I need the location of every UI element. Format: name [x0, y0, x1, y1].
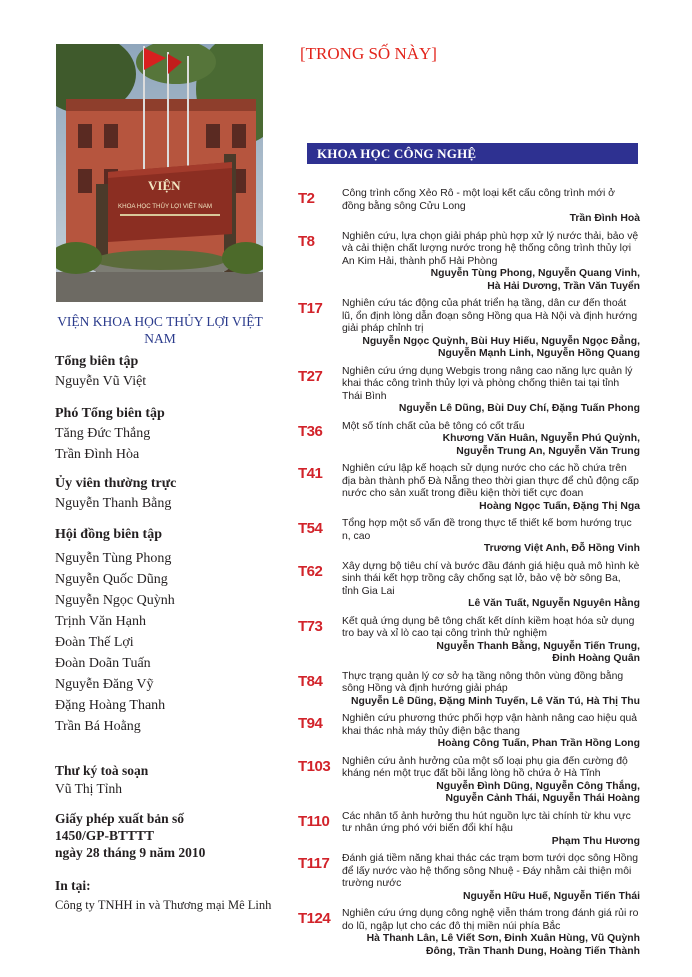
- board-member: Đoàn Thế Lợi: [55, 635, 134, 650]
- standing-member-label: Ủy viên thường trực: [55, 476, 177, 491]
- toc-article-authors: Khương Văn Huân, Nguyễn Phú Quỳnh,: [442, 433, 640, 444]
- printer-label: In tại:: [55, 878, 91, 893]
- license-info: [55, 810, 205, 861]
- sign-subtext: KHOA HỌC THỦY LỢI VIỆT NAM: [118, 203, 213, 210]
- editorial-board-label: Hội đồng biên tập: [55, 527, 162, 542]
- toc-page-number: T84: [298, 672, 323, 690]
- toc-article-authors: Hoàng Ngọc Tuấn, Đặng Thị Nga: [479, 500, 640, 512]
- toc-entry[interactable]: [298, 811, 640, 849]
- toc-article-authors: Hà Thanh Lân, Lê Viết Sơn, Đinh Xuân Hùng, Vũ Quỳnh: [366, 933, 640, 944]
- toc-article-authors: Nguyễn Lê Dũng, Bùi Duy Chí, Đặng Tuấn Phong: [398, 403, 640, 414]
- toc-entry[interactable]: [298, 421, 640, 459]
- license-line: Giấy phép xuất bản số: [55, 811, 185, 826]
- toc-article-authors: Trần Đình Hoà: [569, 213, 640, 224]
- toc-page-number: T117: [298, 855, 330, 872]
- deputy-group: [55, 405, 285, 465]
- toc-article-authors: Nguyễn Lê Dũng, Đặng Minh Tuyến, Lê Văn Tú, Hà Thị Thu: [350, 695, 640, 707]
- table-of-contents: [298, 188, 640, 958]
- toc-entry[interactable]: [298, 713, 640, 751]
- toc-article-authors: Nguyễn Thanh Bằng, Nguyễn Tiến Trung,: [436, 640, 640, 652]
- board-member: Nguyễn Đăng Vỹ: [55, 677, 154, 692]
- toc-article-title: Một số tính chất của bê tông có cốt trấu: [342, 420, 525, 432]
- editor-in-chief-name: Nguyễn Vũ Việt: [55, 374, 147, 389]
- toc-article-title: Xây dựng bộ tiêu chí và bước đầu đánh giá hiệu quả mô hình kè sinh thái kết hợp trồng cây chống sạt lở, bảo vệ bờ sông Ba, tỉnh Gia Lai: [342, 560, 640, 597]
- toc-article-authors: Đông, Trần Thanh Dung, Hoàng Tiến Thành: [426, 945, 640, 957]
- secretary-label: Thư ký toà soạn: [55, 763, 149, 778]
- editor-in-chief-label: Tổng biên tập: [55, 354, 139, 369]
- secretary-group: [55, 762, 148, 797]
- toc-article-authors: Trương Việt Anh, Đỗ Hồng Vinh: [483, 543, 640, 554]
- toc-page-number: T27: [298, 367, 323, 385]
- toc-article-authors: Nguyễn Đình Dũng, Nguyễn Công Thắng,: [436, 780, 640, 792]
- masthead: [55, 353, 285, 737]
- toc-article-title: Nghiên cứu, lựa chọn giải pháp phù hợp xử lý nước thải, bảo vệ và cải thiện chất lượng nước trong hệ thống công trình thủy lợi An Kim Hải, thành phố Hải Phòng: [342, 230, 639, 267]
- toc-entry[interactable]: [298, 518, 640, 556]
- toc-article-authors: Phạm Thu Hương: [551, 835, 640, 847]
- secretary-name: Vũ Thị Tỉnh: [55, 781, 123, 796]
- board-member: Nguyễn Ngọc Quỳnh: [55, 593, 175, 608]
- board-member: Trần Bá Hoằng: [55, 719, 141, 734]
- toc-entry[interactable]: [298, 908, 640, 958]
- toc-page-number: T110: [298, 812, 330, 830]
- toc-article-title: Nghiên cứu ảnh hưởng của một số loại phụ gia đến cường độ kháng nén một trục đất bồi lắng lòng hồ chứa ở Hà Tĩnh: [342, 755, 628, 779]
- toc-article-authors: Lê Văn Tuất, Nguyễn Nguyên Hằng: [468, 598, 640, 609]
- toc-article-title: Nghiên cứu lập kế hoạch sử dụng nước cho các hồ chứa trên địa bàn thành phố Đà Nẵng theo thời gian thực để chủ động cấp nước cho sản xuất trong điều kiện thời tiết cực đoan: [342, 463, 639, 499]
- toc-article-title: Thực trạng quản lý cơ sở hạ tầng nông thôn vùng đồng bằng sông Hồng và định hướng giải pháp: [342, 670, 624, 694]
- toc-article-title: Nghiên cứu tác động của phát triển hạ tầng, dân cư đến thoát lũ, ổn định lòng dẫn đoạn sông Hồng qua Hà Nội và định hướng giải pháp chỉnh trị: [342, 298, 638, 334]
- board-member: Trịnh Văn Hạnh: [55, 614, 147, 629]
- toc-article-title: Nghiên cứu phương thức phối hợp vận hành nâng cao hiệu quả khai thác nhà máy thủy điện bậc thang: [342, 713, 638, 737]
- board-member: Nguyễn Quốc Dũng: [55, 572, 168, 587]
- toc-article-title: Đánh giá tiềm năng khai thác các trạm bơm tưới dọc sông Hồng để lấy nước vào hệ thống sông Nhuệ - Đáy nhằm cải thiện môi trường nước: [342, 853, 639, 889]
- deputy-name: Tăng Đức Thắng: [55, 426, 151, 441]
- standing-member-group: [55, 475, 285, 514]
- toc-page-number: T41: [298, 465, 323, 482]
- toc-page-number: T8: [298, 232, 315, 250]
- toc-page-number: T124: [298, 910, 331, 927]
- toc-entry[interactable]: [298, 366, 640, 416]
- board-member: Nguyễn Tùng Phong: [55, 551, 172, 566]
- toc-article-authors: Hoàng Công Tuấn, Phan Trần Hồng Long: [437, 738, 640, 749]
- toc-entry[interactable]: [298, 616, 640, 666]
- toc-article-authors: Nguyễn Ngọc Quỳnh, Bùi Huy Hiếu, Nguyễn Ngọc Đẳng,: [362, 335, 640, 347]
- editor-in-chief-group: [55, 353, 285, 392]
- toc-article-authors: Nguyễn Trung An, Nguyễn Văn Trung: [456, 445, 640, 457]
- toc-article-title: Nghiên cứu ứng dụng Webgis trong nâng cao năng lực quản lý khai thác công trình thủy lợi và phòng chống thiên tai tại tỉnh Thái Bình: [342, 365, 633, 402]
- toc-entry[interactable]: [298, 463, 640, 513]
- printer-info: [55, 877, 290, 914]
- toc-entry[interactable]: [298, 671, 640, 709]
- toc-page-number: T54: [298, 520, 323, 537]
- toc-article-authors: Nguyễn Mạnh Linh, Nguyễn Hồng Quang: [437, 348, 640, 359]
- editorial-board-group: [55, 526, 285, 737]
- deputy-name: Trần Đình Hòa: [55, 447, 140, 462]
- board-member: Đoàn Doãn Tuấn: [55, 656, 151, 671]
- toc-entry[interactable]: [298, 298, 640, 361]
- toc-page-number: T94: [298, 715, 323, 732]
- issue-title: [TRONG SỐ NÀY]: [300, 44, 437, 63]
- license-line: ngày 28 tháng 9 năm 2010: [55, 845, 206, 860]
- standing-member-name: Nguyễn Thanh Bằng: [55, 496, 172, 511]
- toc-article-authors: Nguyễn Cảnh Thái, Nguyễn Thái Hoàng: [445, 793, 640, 804]
- license-line: 1450/GP-BTTTT: [55, 828, 155, 843]
- cover-photo: [56, 44, 263, 302]
- toc-article-authors: Nguyễn Tùng Phong, Nguyễn Quang Vinh,: [430, 268, 640, 279]
- toc-page-number: T36: [298, 422, 323, 440]
- toc-entry[interactable]: [298, 561, 640, 611]
- toc-article-title: Các nhân tố ảnh hưởng thu hút nguồn lực tài chính từ khu vực tư nhân ứng phó với biến đổi khí hậu: [342, 810, 631, 834]
- toc-article-authors: Nguyễn Hữu Huế, Nguyễn Tiến Thái: [462, 890, 640, 902]
- toc-entry[interactable]: [298, 756, 640, 806]
- toc-article-authors: Đinh Hoàng Quân: [552, 653, 640, 664]
- toc-article-title: Công trình cống Xẻo Rô - một loại kết cấu công trình mới ở đồng bằng sông Cửu Long: [342, 188, 615, 212]
- toc-page-number: T73: [298, 617, 323, 635]
- section-title: KHOA HỌC CÔNG NGHỆ: [317, 146, 477, 161]
- toc-article-title: Nghiên cứu ứng dụng công nghệ viễn thám trong đánh giá rủi ro do lũ, ngập lụt cho các đô thị miền núi phía Bắc: [342, 908, 639, 932]
- toc-entry[interactable]: [298, 853, 640, 903]
- institute-name: VIỆN KHOA HỌC THỦY LỢI VIỆT NAM: [57, 314, 263, 346]
- toc-article-authors: Hà Hải Dương, Trần Văn Tuyển: [487, 280, 640, 292]
- toc-article-title: Tổng hợp một số vấn đề trong thực tế thiết kế bơm hướng trục n, cao: [342, 518, 632, 542]
- deputy-label: Phó Tổng biên tập: [55, 406, 165, 421]
- toc-entry[interactable]: [298, 231, 640, 294]
- toc-page-number: T2: [298, 190, 315, 207]
- printer-name: Công ty TNHH in và Thương mại Mê Linh: [55, 898, 272, 912]
- section-header-bar: [307, 143, 638, 164]
- toc-article-title: Kết quả ứng dụng bê tông chất kết dính kiềm hoạt hóa sử dụng tro bay và xỉ lò cao tại công trình thử nghiệm: [342, 615, 635, 639]
- board-member: Đặng Hoàng Thanh: [55, 698, 166, 713]
- sign-text: VIỆN: [148, 178, 181, 193]
- toc-entry[interactable]: [298, 188, 640, 226]
- toc-page-number: T17: [298, 300, 323, 317]
- toc-page-number: T103: [298, 757, 331, 775]
- toc-page-number: T62: [298, 562, 323, 580]
